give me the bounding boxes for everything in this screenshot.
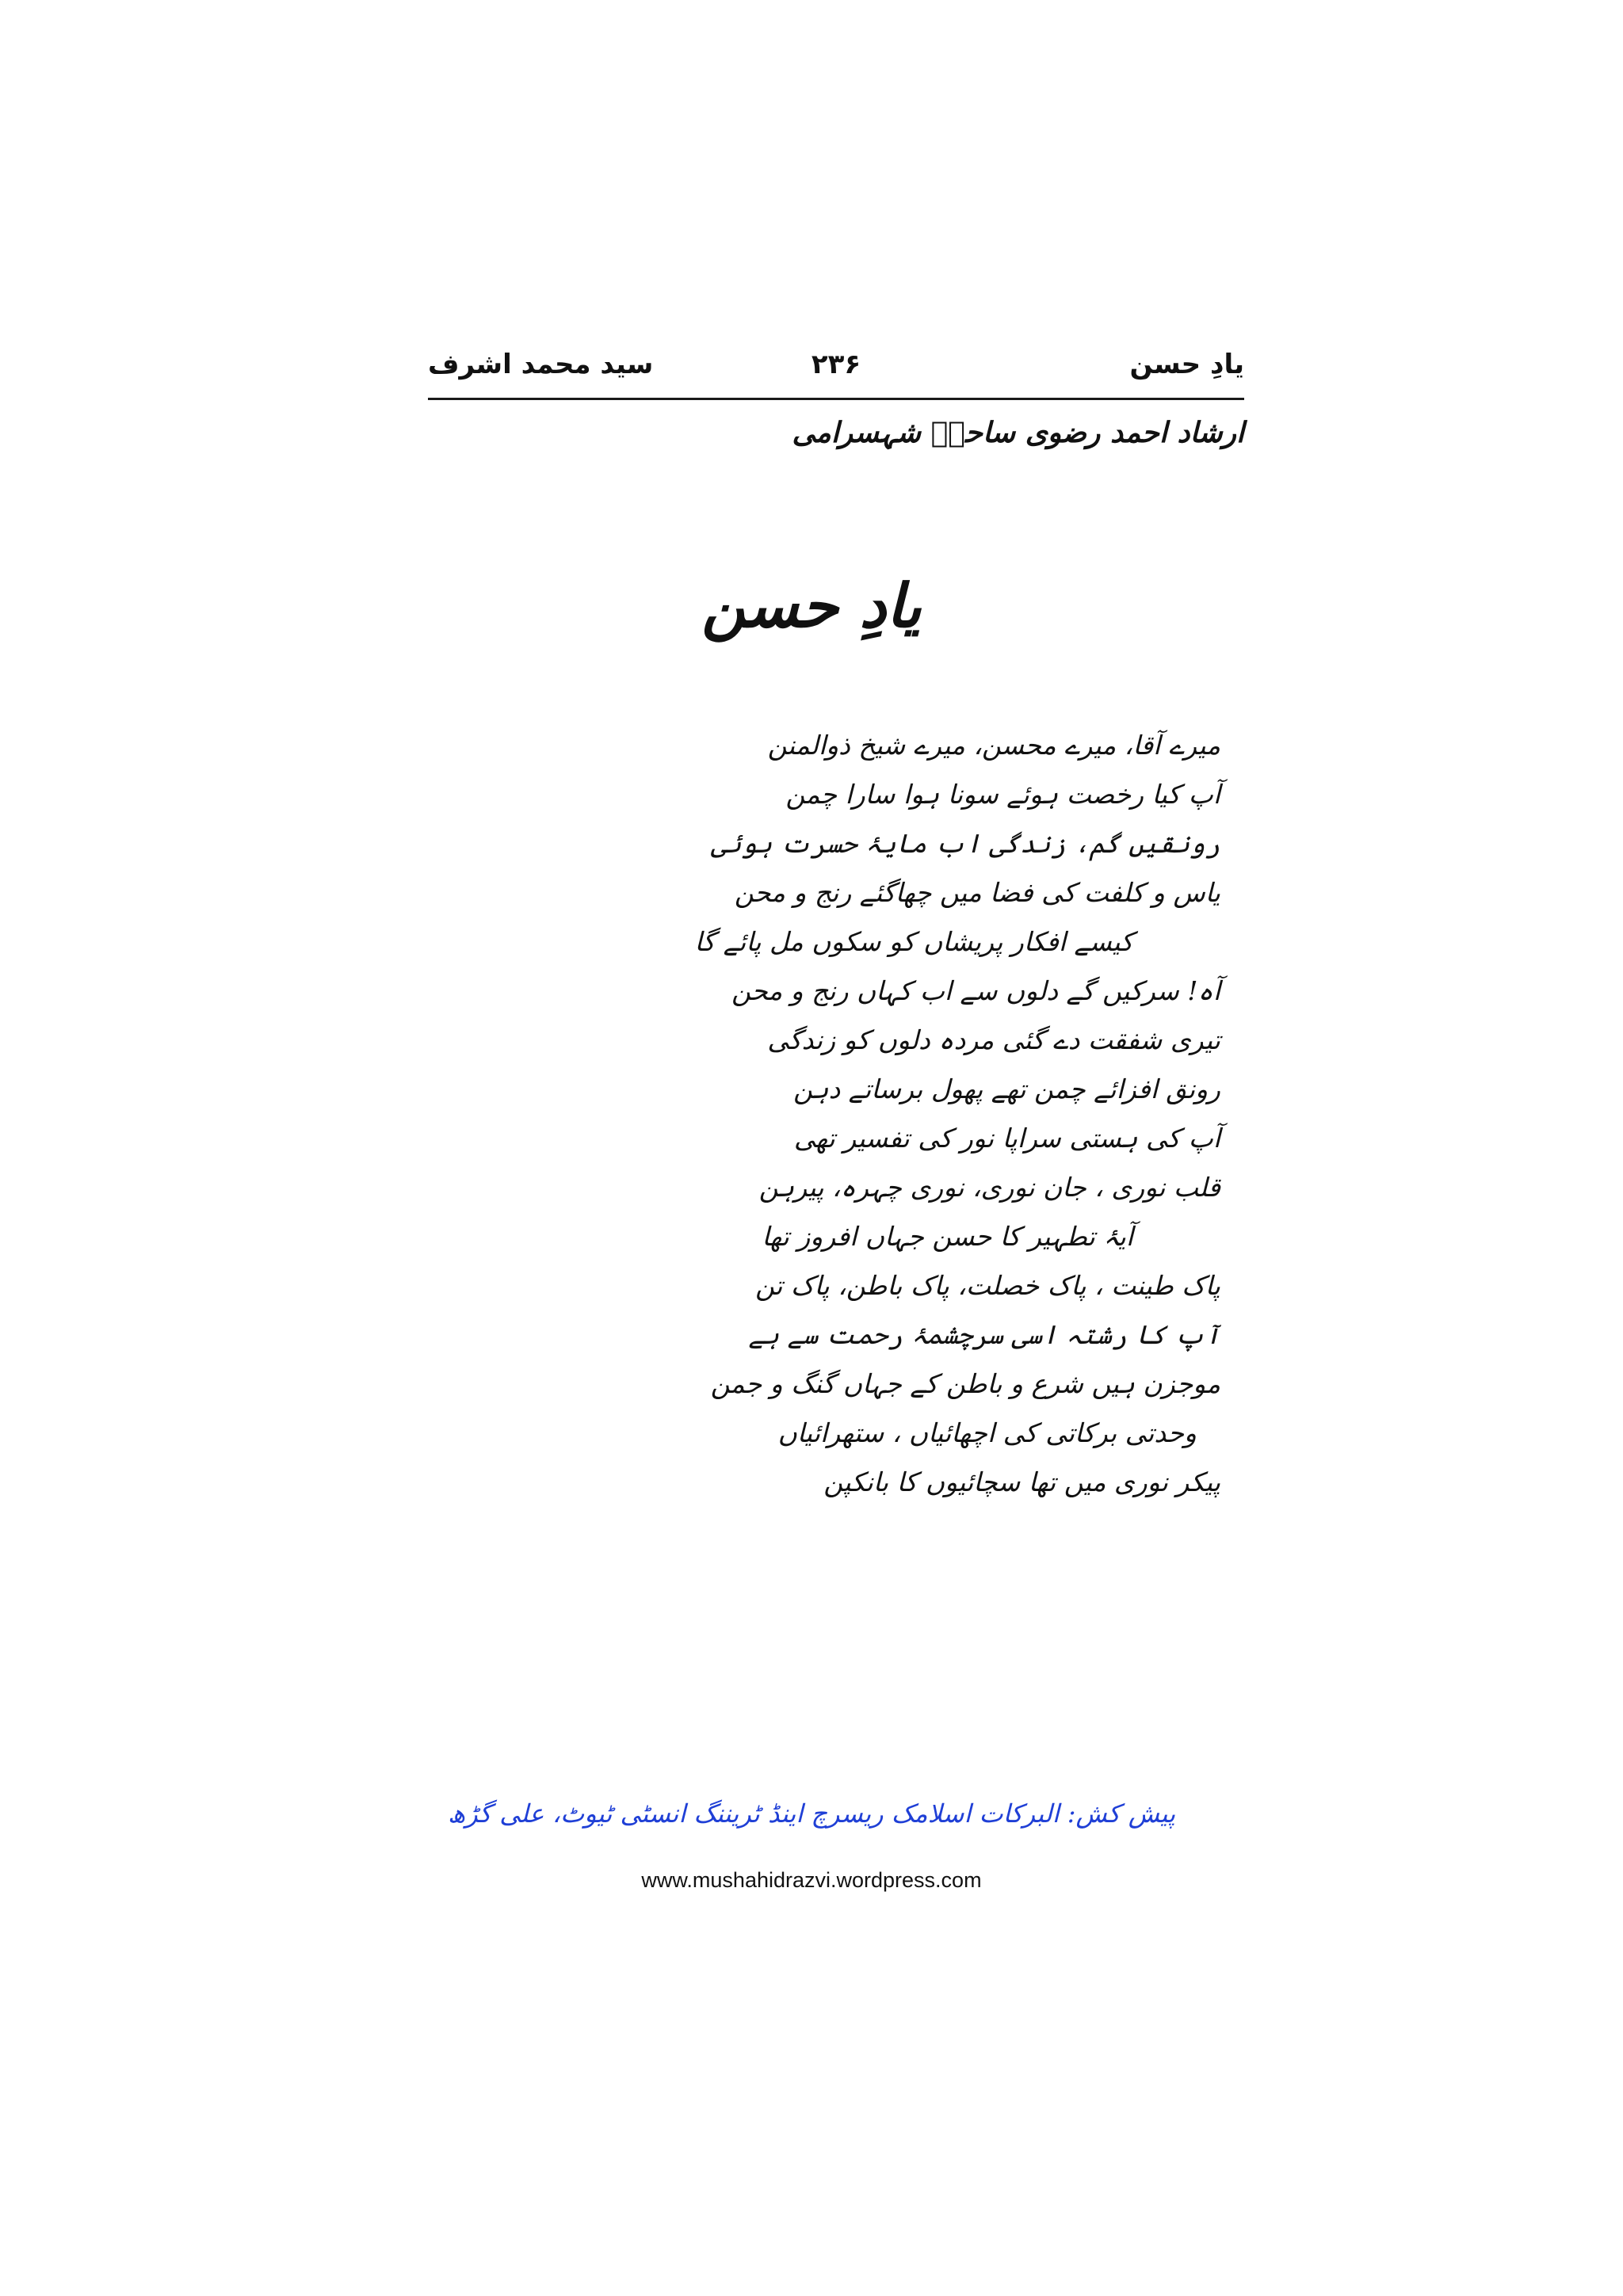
poem-title: یادِ حسن [701, 570, 922, 641]
verse-line: پاک طینت ، پاک خصلت، پاک باطن، پاک تن [755, 1270, 1220, 1301]
verse-line: رونقیں گم، زندگی اب مایۂ حسرت ہوئی [710, 828, 1220, 859]
header-author: سید محمد اشرف [428, 349, 654, 380]
page-number: ۲۳۶ [811, 349, 861, 380]
verse-line: یاس و کلفت کی فضا میں چھاگئے رنج و محن [734, 877, 1220, 908]
verse-line: آپ کیا رخصت ہوئے سونا ہوا سارا چمن [785, 779, 1220, 810]
verse-line: رونق افزائے چمن تھے پھول برساتے دہن [793, 1074, 1220, 1104]
poet-name: ارشاد احمد رضوی ساحلؔ شہسرامی [792, 416, 1244, 449]
verse-line: قلب نوری ، جان نوری، نوری چہرہ، پیرہن [758, 1172, 1220, 1203]
verse-line: پیکر نوری میں تھا سچائیوں کا بانکپن [823, 1466, 1220, 1497]
website-url[interactable]: www.mushahidrazvi.wordpress.com [641, 1868, 982, 1892]
poem-body [460, 721, 1220, 1507]
verse-line: آپ کا رشتہ اسی سرچشمۂ رحمت سے ہے [748, 1319, 1220, 1350]
verse-line: آہ! سرکیں گے دلوں سے اب کہاں رنج و محن [731, 975, 1220, 1006]
header-divider [428, 398, 1244, 400]
verse-line: تیری شفقت دے گئی مردہ دلوں کو زندگی [767, 1024, 1220, 1055]
verse-line: میرے آقا، میرے محسن، میرے شیخ ذوالمنن [767, 730, 1220, 761]
header-book-title: یادِ حسن [1129, 349, 1244, 380]
verse-line: آپ کی ہستی سراپا نور کی تفسیر تھی [793, 1123, 1220, 1154]
publisher-credit: پیش کش: البرکات اسلامک ریسرچ اینڈ ٹریننگ انسٹی ٹیوٹ، علی گڑھ [447, 1798, 1176, 1829]
verse-line: کیسے افکار پریشاں کو سکوں مل پائے گا [694, 926, 1133, 957]
verse-line: موجزن ہیں شرع و باطن کے جہاں گنگ و جمن [710, 1368, 1220, 1399]
verse-line: آیۂ تطہیر کا حسن جہاں افروز تھا [762, 1221, 1133, 1252]
running-header [428, 341, 1244, 396]
verse-line: وحدتی برکاتی کی اچھائیاں ، ستھرائیاں [777, 1417, 1197, 1448]
